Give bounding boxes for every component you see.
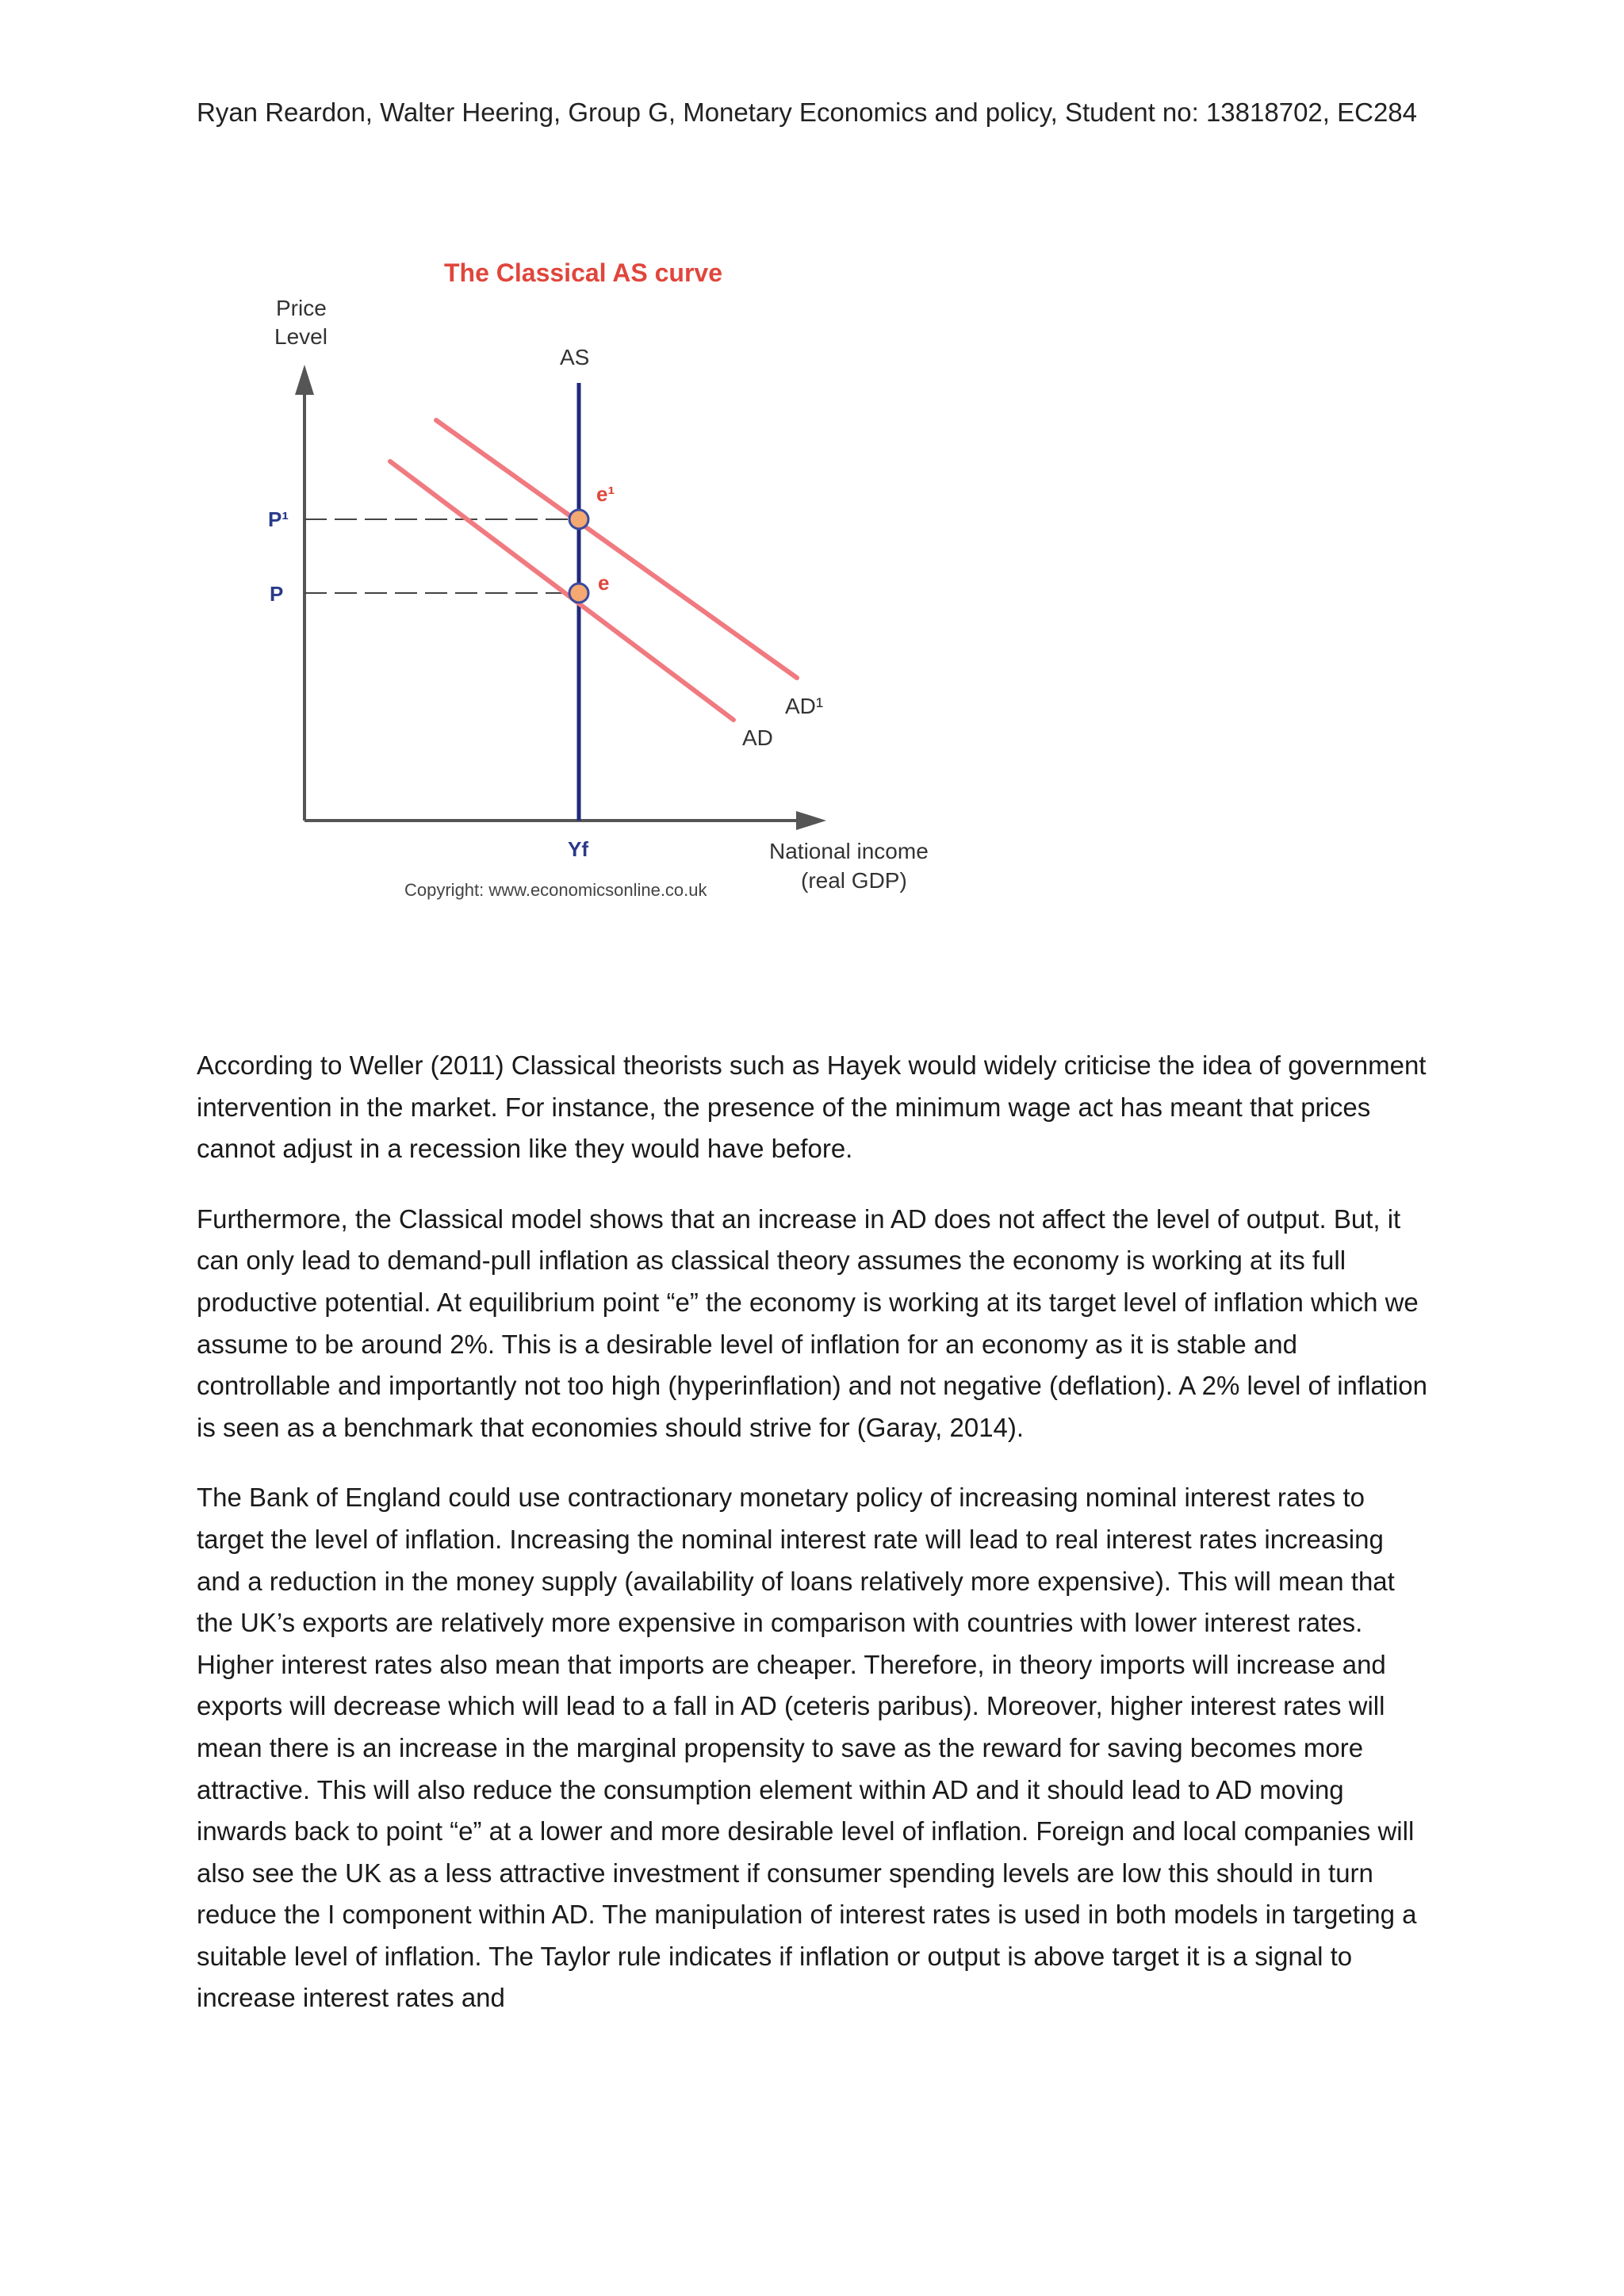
x-axis-label-line1: National income [769,839,929,863]
p1-label: P¹ [268,507,289,531]
yf-label: Yf [568,837,588,861]
paragraph-3: The Bank of England could use contractionary monetary policy of increasing nominal interest rates to target the level of inflation. Increasing the nominal interest rate will lead to real interest rates increasing and a reduction in the money supply (availability of loans relatively more expensive). This will mean that the UK’s exports are relatively more expensive in comparison with countries with lower interest rates. Higher interest rates also mean that imports are cheaper. Therefore, in theory imports will increase and exports will decrease which will lead to a fall in AD (ceteris paribus). Moreover, higher interest rates will mean there is an increase in the marginal propensity to save as the reward for saving becomes more attractive. This will also reduce the consumption element within AD and it should lead to AD moving inwards back to point “e” at a lower and more desirable level of inflation. Foreign and local companies will also see the UK as a less attractive investment if consumer spending levels are low this should in turn reduce the I component within AD. The manipulation of interest rates is used in both models in targeting a suitable level of inflation. The Taylor rule indicates if inflation or output is above target it is a signal to increase interest rates and [197,1483,1417,2013]
ad1-curve-label: AD¹ [785,694,824,718]
y-axis-label-line1: Price [276,296,327,320]
paragraph-1: According to Weller (2011) Classical theorists such as Hayek would widely criticise the idea of government intervention in the market. For instance, the presence of the minimum wage act has meant that prices cannot adjust in a recession like they would have before. [197,1050,1427,1164]
y-axis-label-line2: Level [274,324,327,349]
ad-curve [390,461,733,720]
e1-label: e¹ [596,482,615,506]
figure-title: The Classical AS curve [444,258,722,287]
x-axis-arrow-icon [796,811,826,830]
ad1-curve [436,420,797,678]
body-text [197,1045,1434,2048]
p-label: P [270,582,284,606]
as-ad-diagram [238,238,1039,951]
paragraph-2: Furthermore, the Classical model shows that an increase in AD does not affect the level of output. But, it can only lead to demand-pull inflation as classical theory assumes the economy is working at its full productive potential. At equilibrium point “e” the economy is working at its target level of inflation which we assume to be around 2%. This is a desirable level of inflation for an economy as it is stable and controllable and importantly not too high (hyperinflation) and not negative (deflation). A 2% level of inflation is seen as a benchmark that economies should strive for (Garay, 2014). [197,1203,1427,1442]
figure-copyright: Copyright: www.economicsonline.co.uk [404,880,707,900]
e-label: e [598,571,610,595]
equilibrium-point-e [569,584,588,603]
ad-curve-label: AD [742,725,773,750]
document-header: Ryan Reardon, Walter Heering, Group G, Monetary Economics and policy, Student no: 13818702, EC284 [197,98,1418,127]
y-axis-arrow-icon [295,365,314,395]
x-axis-label-line2: (real GDP) [801,868,907,893]
as-curve-label: AS [560,345,590,369]
equilibrium-point-e1 [569,510,588,529]
classical-as-curve-figure [238,238,1039,951]
